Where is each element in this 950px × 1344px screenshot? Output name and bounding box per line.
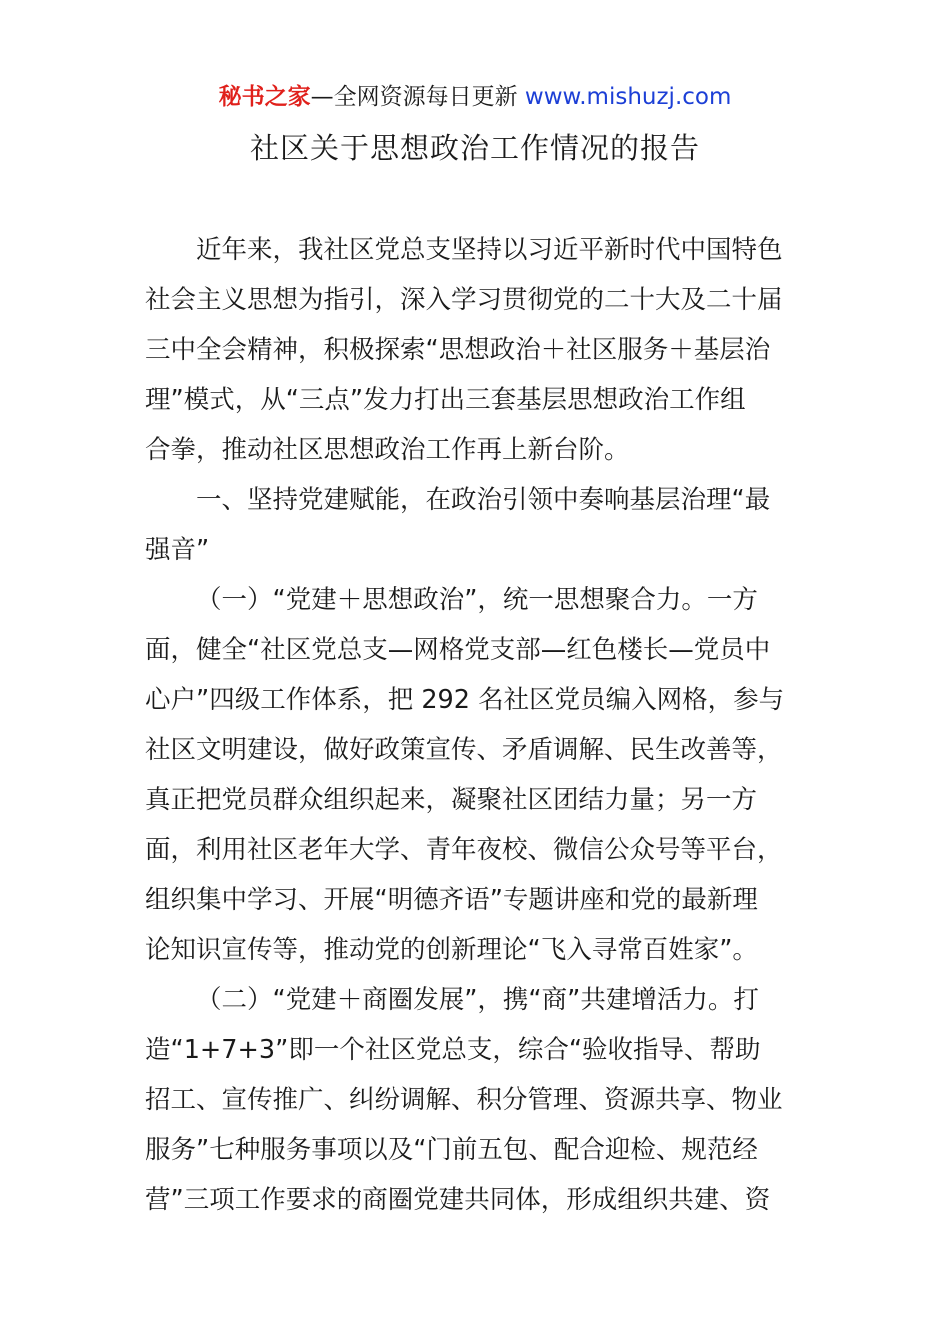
section-heading-1 (145, 475, 807, 575)
text-line: 真正把党员群众组织起来，凝聚社区团结力量；另一方 (145, 785, 758, 815)
text-line: （二）“党建＋商圈发展”，携“商”共建增活力。打 (196, 985, 759, 1015)
text-line: 社区文明建设，做好政策宣传、矛盾调解、民生改善等， (145, 735, 783, 765)
site-url: www.mishuzj.com (524, 84, 732, 110)
text-line: 合拳，推动社区思想政治工作再上新台阶。 (145, 435, 630, 465)
text-line: 心户”四级工作体系，把 292 名社区党员编入网格，参与 (145, 685, 785, 715)
text-line: 面，利用社区老年大学、青年夜校、微信公众号等平台， (145, 835, 783, 865)
text-line: 面，健全“社区党总支—网格党支部—红色楼长—党员中 (145, 635, 771, 665)
text-line: 服务”七种服务事项以及“门前五包、配合迎检、规范经 (145, 1135, 758, 1165)
document-title: 社区关于思想政治工作情况的报告 (249, 131, 700, 165)
text-line: 理”模式，从“三点”发力打出三套基层思想政治工作组 (145, 385, 746, 415)
text-line: 一、坚持党建赋能，在政治引领中奏响基层治理“最 (196, 485, 771, 515)
paragraph-intro (145, 225, 807, 475)
brand-name: 秘书之家 (218, 84, 311, 110)
text-line: 社会主义思想为指引，深入学习贯彻党的二十大及二十届 (145, 285, 783, 315)
text-line: （一）“党建＋思想政治”，统一思想聚合力。一方 (196, 585, 758, 615)
paragraph-subsection-1 (145, 575, 807, 975)
site-header (0, 82, 950, 112)
text-line: 营”三项工作要求的商圈党建共同体，形成组织共建、资 (145, 1185, 771, 1215)
text-line: 论知识宣传等，推动党的创新理论“飞入寻常百姓家”。 (145, 935, 758, 965)
header-tagline: —全网资源每日更新 (310, 84, 518, 110)
text-line: 近年来，我社区党总支坚持以习近平新时代中国特色 (196, 235, 783, 265)
document-body (145, 225, 807, 1225)
text-line: 造“1+7+3”即一个社区党总支，综合“验收指导、帮助 (145, 1035, 761, 1065)
text-line: 三中全会精神，积极探索“思想政治＋社区服务＋基层治 (145, 335, 771, 365)
text-line: 组织集中学习、开展“明德齐语”专题讲座和党的最新理 (145, 885, 758, 915)
paragraph-subsection-2 (145, 975, 807, 1225)
text-line: 招工、宣传推广、纠纷调解、积分管理、资源共享、物业 (145, 1085, 783, 1115)
text-line: 强音” (145, 535, 210, 565)
